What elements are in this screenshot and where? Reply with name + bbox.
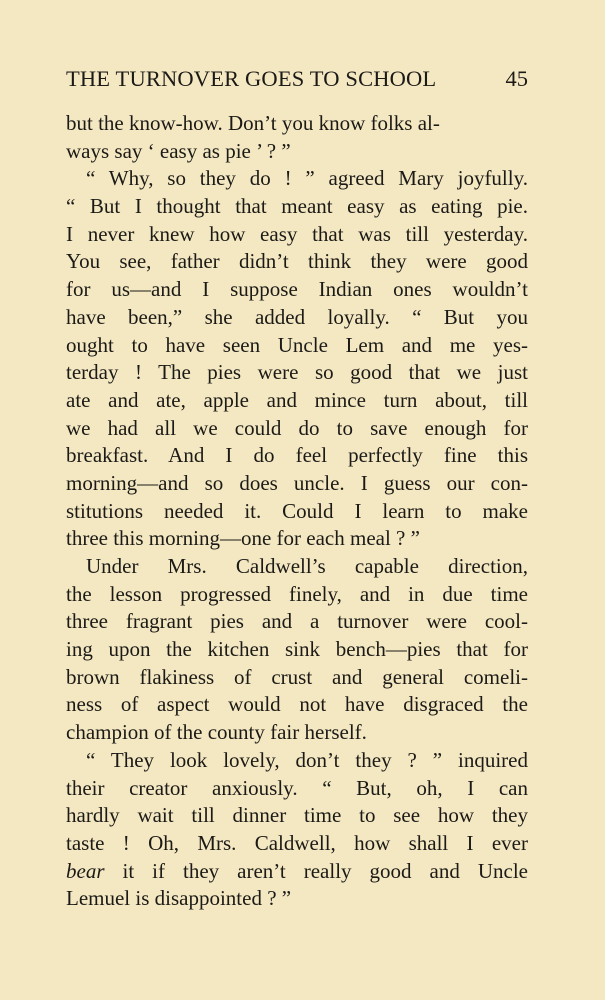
text-line: their creator anxiously. “ But, oh, I can — [66, 775, 528, 800]
paragraph-start-line: “ Why, so they do ! ” agreed Mary joyfully. — [86, 166, 528, 191]
running-title: THE TURNOVER GOES TO SCHOOL — [66, 66, 437, 91]
text-line: three this morning—one for each meal ? ” — [66, 526, 420, 551]
running-head — [66, 66, 528, 96]
text-line: but the know-how. Don’t you know folks al- — [66, 111, 440, 135]
text-line: for us—and I suppose Indian ones wouldn’t — [66, 277, 528, 302]
text-line: have been,” she added loyally. “ But you — [66, 304, 528, 329]
body-text — [66, 110, 528, 913]
text-line: ing upon the kitchen sink bench—pies that for — [66, 637, 528, 662]
text-line: champion of the county fair herself. — [66, 720, 367, 745]
text-line: You see, father didn’t think they were good — [66, 249, 528, 274]
text-line: “ But I thought that meant easy as eating pie. — [66, 194, 528, 219]
italic-emphasis: bear — [66, 858, 105, 883]
text-line: ness of aspect would not have disgraced the — [66, 692, 528, 717]
text-line: three fragrant pies and a turnover were cool- — [66, 609, 528, 634]
text-line: taste ! Oh, Mrs. Caldwell, how shall I ever — [66, 830, 528, 855]
page-number: 45 — [505, 66, 528, 91]
text-line: terday ! The pies were so good that we just — [66, 360, 528, 385]
text-line: morning—and so does uncle. I guess our con- — [66, 470, 528, 495]
text-line: ate and ate, apple and mince turn about, till — [66, 387, 528, 412]
text-line: the lesson progressed finely, and in due time — [66, 581, 528, 606]
text-line: we had all we could do to save enough for — [66, 415, 528, 440]
text-line: I never knew how easy that was till yesterday. — [66, 221, 528, 246]
text-line: stitutions needed it. Could I learn to make — [66, 498, 528, 523]
text-line: hardly wait till dinner time to see how they — [66, 803, 528, 828]
text-line: brown flakiness of crust and general comeli- — [66, 664, 528, 689]
text-line: breakfast. And I do feel perfectly fine this — [66, 443, 528, 468]
text-line: ways say ‘ easy as pie ’ ? ” — [66, 138, 291, 163]
text-run: it if they aren’t really good and Uncle — [104, 858, 528, 883]
paragraph-start-line: “ They look lovely, don’t they ? ” inquired — [86, 747, 528, 772]
text-line: ought to have seen Uncle Lem and me yes- — [66, 332, 528, 357]
text-line: Lemuel is disappointed ? ” — [66, 886, 292, 911]
text-line — [66, 858, 528, 886]
paragraph-start-line: Under Mrs. Caldwell’s capable direction, — [86, 554, 528, 578]
